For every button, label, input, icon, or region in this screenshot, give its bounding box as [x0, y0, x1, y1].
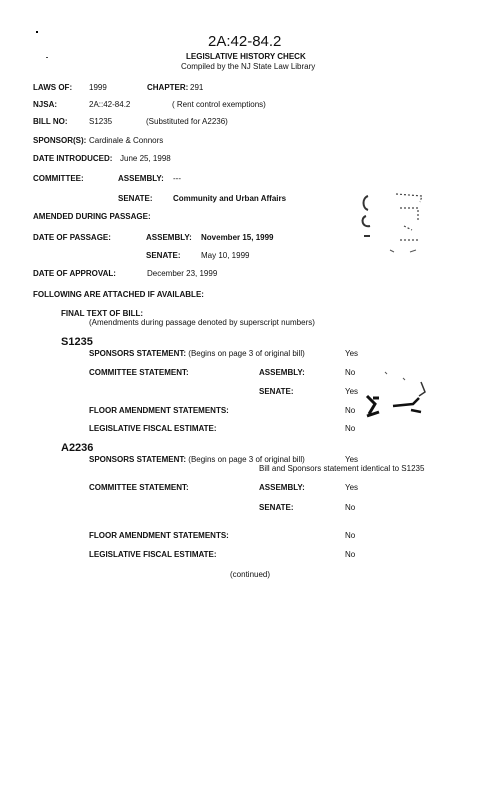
a2236-sponsors-statement-value: Yes: [345, 455, 359, 464]
laws-of-label: LAWS OF:: [33, 83, 73, 92]
s1235-floor-value: No: [345, 406, 356, 415]
a2236-committee-assembly-value: Yes: [345, 483, 359, 492]
a2236-fiscal-label: LEGISLATIVE FISCAL ESTIMATE:: [89, 550, 217, 559]
njsa-value: 2A::42-84.2: [89, 100, 131, 109]
attached-label: FOLLOWING ARE ATTACHED IF AVAILABLE:: [33, 290, 204, 299]
passage-label: DATE OF PASSAGE:: [33, 233, 111, 242]
bill-no-note: (Substituted for A2236): [146, 117, 228, 126]
a2236-committee-senate-label: SENATE:: [259, 503, 294, 512]
a2236-floor-label: FLOOR AMENDMENT STATEMENTS:: [89, 531, 229, 540]
s1235-fiscal-value: No: [345, 424, 356, 433]
a2236-committee-assembly-label: ASSEMBLY:: [259, 483, 305, 492]
committee-assembly-value: ---: [173, 174, 181, 183]
a2236-sponsors-statement-extra: Bill and Sponsors statement identical to S1235: [259, 464, 425, 473]
committee-label: COMMITTEE:: [33, 174, 84, 183]
date-introduced-label: DATE INTRODUCED:: [33, 154, 113, 163]
s1235-committee-assembly-label: ASSEMBLY:: [259, 368, 305, 377]
a2236-sponsors-statement-label: SPONSORS STATEMENT:: [89, 455, 187, 464]
sponsors-value: Cardinale & Connors: [89, 136, 164, 145]
njsa-note: ( Rent control exemptions): [172, 100, 266, 109]
s1235-sponsors-statement-row: [89, 349, 305, 359]
document-subtitle: Compiled by the NJ State Law Library: [181, 62, 316, 71]
passage-senate-value: May 10, 1999: [201, 251, 250, 260]
committee-senate-label: SENATE:: [118, 194, 153, 203]
speck-mark: [46, 57, 48, 58]
chapter-label: CHAPTER:: [147, 83, 189, 92]
passage-senate-label: SENATE:: [146, 251, 181, 260]
a2236-sponsors-statement-note: (Begins on page 3 of original bill): [188, 455, 305, 464]
a2236-committee-senate-value: No: [345, 503, 356, 512]
bill-no-value: S1235: [89, 117, 113, 126]
a2236-heading: A2236: [61, 442, 94, 454]
s1235-committee-senate-label: SENATE:: [259, 387, 294, 396]
passage-assembly-value: November 15, 1999: [201, 233, 274, 242]
s1235-committee-statement-label: COMMITTEE STATEMENT:: [89, 368, 189, 377]
a2236-fiscal-value: No: [345, 550, 356, 559]
approval-label: DATE OF APPROVAL:: [33, 269, 116, 278]
final-text-label: FINAL TEXT OF BILL:: [61, 309, 144, 318]
approval-value: December 23, 1999: [147, 269, 218, 278]
archival-stamp-lower: [365, 370, 445, 420]
njsa-label: NJSA:: [33, 100, 58, 109]
continued-note: (continued): [230, 570, 271, 579]
a2236-committee-statement-label: COMMITTEE STATEMENT:: [89, 483, 189, 492]
bill-no-label: BILL NO:: [33, 117, 68, 126]
date-introduced-value: June 25, 1998: [120, 154, 171, 163]
amended-label: AMENDED DURING PASSAGE:: [33, 212, 151, 221]
final-text-note: (Amendments during passage denoted by superscript numbers): [89, 318, 315, 327]
s1235-committee-assembly-value: No: [345, 368, 356, 377]
s1235-floor-label: FLOOR AMENDMENT STATEMENTS:: [89, 406, 229, 415]
sponsors-label: SPONSOR(S):: [33, 136, 87, 145]
archival-stamp-upper: [360, 190, 460, 270]
speck-mark: [36, 31, 38, 33]
laws-of-value: 1999: [89, 83, 107, 92]
committee-assembly-label: ASSEMBLY:: [118, 174, 164, 183]
document-title: LEGISLATIVE HISTORY CHECK: [186, 52, 306, 61]
a2236-floor-value: No: [345, 531, 356, 540]
s1235-heading: S1235: [61, 336, 93, 348]
chapter-value: 291: [190, 83, 204, 92]
s1235-committee-senate-value: Yes: [345, 387, 359, 396]
s1235-fiscal-label: LEGISLATIVE FISCAL ESTIMATE:: [89, 424, 217, 433]
s1235-sponsors-statement-value: Yes: [345, 349, 359, 358]
committee-senate-value: Community and Urban Affairs: [173, 194, 287, 203]
passage-assembly-label: ASSEMBLY:: [146, 233, 192, 242]
s1235-sponsors-statement-note: (Begins on page 3 of original bill): [188, 349, 305, 358]
citation-heading: 2A:42-84.2: [208, 33, 282, 50]
s1235-sponsors-statement-label: SPONSORS STATEMENT:: [89, 349, 187, 358]
